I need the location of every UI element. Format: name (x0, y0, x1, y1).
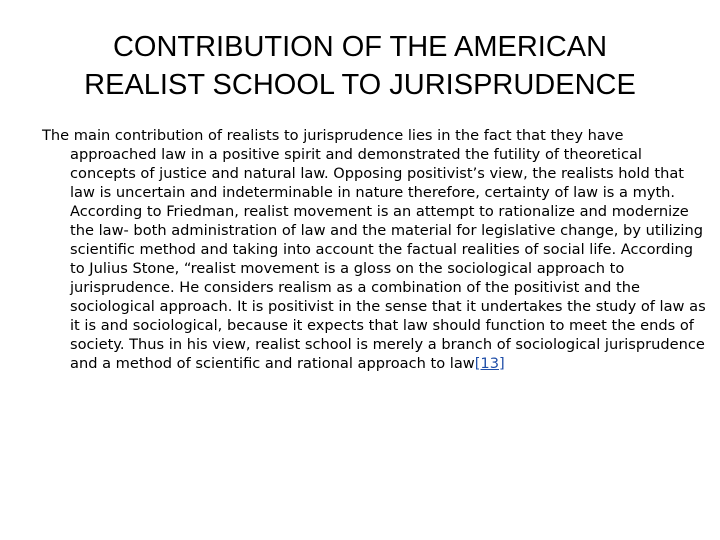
reference-link[interactable]: [13] (474, 355, 505, 372)
body-text: The main contribution of realists to jurisprudence lies in the fact that they have approached law in a positive spirit and demonstrated the futility of theoretical concepts of justice and natural law. Opposing positivist’s view, the realists hold that law is uncertain and indeterminable in nature therefore, certainty of law is a myth. According to Friedman, realist movement is an attempt to rationalize and modernize the law- both administration of law and the material for legislative change, by utilizing scientific method and taking into account the factual realities of social life. According to Julius Stone, “realist movement is a gloss on the sociological approach to jurisprudence. He considers realism as a combination of the positivist and the sociological approach. It is positivist in the sense that it undertakes the study of law as it is and sociological, because it expects that law should function to meet the ends of society. Thus in his view, realist school is merely a branch of sociological jurisprudence and a method of scientific and rational approach to law (42, 127, 706, 372)
slide-title (40, 28, 680, 104)
body-paragraph (42, 126, 706, 373)
title-line-1: CONTRIBUTION OF THE AMERICAN (112, 31, 608, 63)
title-line-2: REALIST SCHOOL TO JURISPRUDENCE (84, 69, 636, 101)
